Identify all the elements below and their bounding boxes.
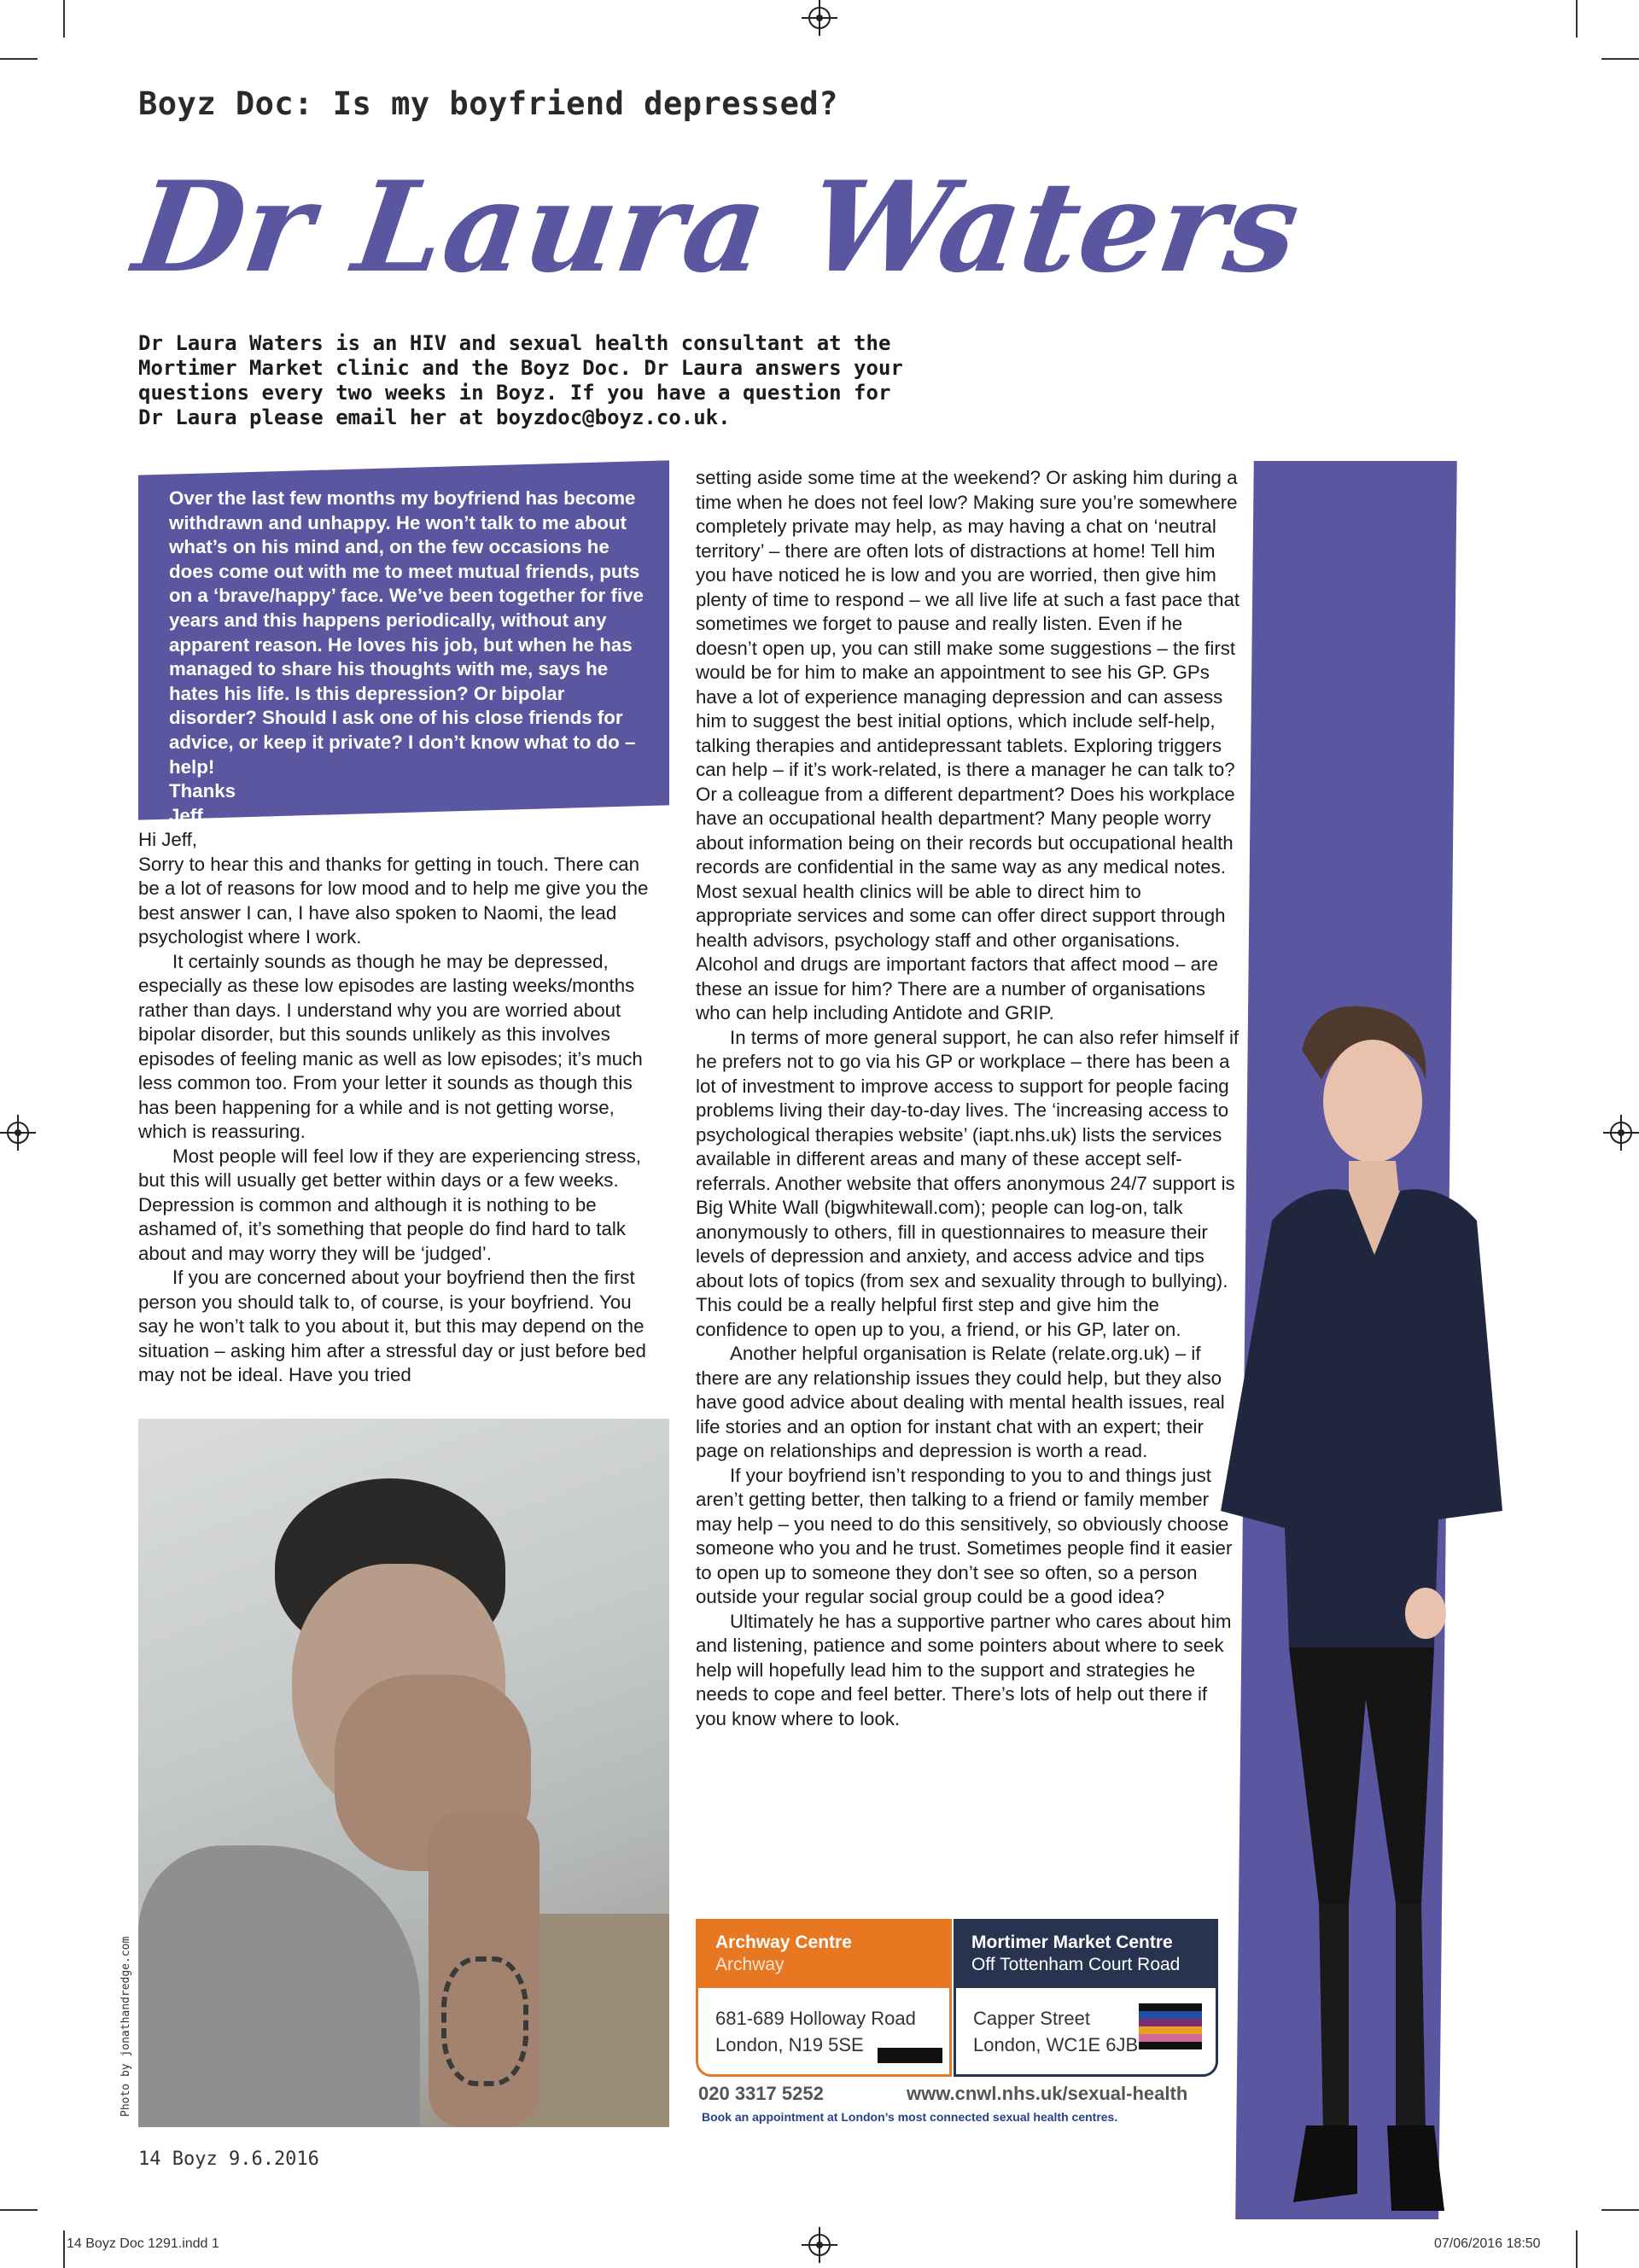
print-slug-date: 07/06/2016 18:50 [1434, 2236, 1541, 2251]
page-folio: 14 Boyz 9.6.2016 [138, 2148, 319, 2170]
answer-paragraph: In terms of more general support, he can also refer himself if he prefers not to go via his GP or workplace – there has been a lot of investment to improve access to support for people facing problems living their day-to-day lives. The ‘increasing access to psychological therapies website’ (iapt.nhs.uk) lists the services available in different areas and many of these accept self-referrals. Another website that offers anonymous 24/7 support is Big White Wall (bigwhitewall.com); people can log-on, talk anonymously to others, fill in questionnaires to measure their levels of depression and anxiety, and access advice and tips about lots of topics (from sex and sexuality through to bullying). This could be a really helpful first step and give him the confidence to open up to you, a friend, or his GP, later on. [696, 1026, 1239, 1340]
answer-paragraph: Ultimately he has a supportive partner who cares about him and listening, patience and some pointers about where to seek help will hopefully lead him to the support and strategies he needs to cope and feel better. There’s lots of help out there if you know where to look. [696, 1610, 1232, 1729]
registration-mark-left [7, 1122, 29, 1144]
crop-mark [63, 0, 65, 38]
answer-column-2 [696, 466, 1242, 1731]
crop-mark [1576, 2230, 1578, 2268]
archway-centre-card [696, 1919, 952, 2077]
dr-laura-waters-photo [1221, 999, 1502, 2228]
print-slug-file: 14 Boyz Doc 1291.indd 1 [67, 2236, 219, 2251]
registration-mark-top [808, 7, 831, 29]
registration-mark-right [1610, 1122, 1632, 1144]
archway-title: Archway Centre [715, 1933, 852, 1952]
clinic-tagline: Book an appointment at London’s most connected sexual health centres. [702, 2110, 1118, 2124]
reader-question [169, 487, 656, 828]
mortimer-title: Mortimer Market Centre [971, 1933, 1173, 1952]
answer-paragraph: It certainly sounds as though he may be depressed, especially as these low episodes are lasting weeks/months rather than days. I understand why you are worried about bipolar disorder, but this sounds unlikely as this involves episodes of feeling manic as well as low episodes; it’s much less common too. From your letter it sounds as though this has been happening for a while and is not getting worse, which is reassuring. [138, 950, 643, 1142]
tube-lines-icon [1139, 2003, 1202, 2049]
columnist-name-title: Dr Laura Waters [126, 155, 1309, 300]
mortimer-subtitle: Off Tottenham Court Road [971, 1955, 1181, 1974]
answer-greeting: Hi Jeff, [138, 829, 197, 850]
crop-mark [1601, 2209, 1639, 2211]
answer-paragraph: If you are concerned about your boyfriend then the first person you should talk to, of course, is your boyfriend. You say he won’t talk to you about it, but this may depend on the situation – asking him after a stressful day or just before bed may not be ideal. Have you tried [138, 1267, 646, 1385]
question-body: Over the last few months my boyfriend has become withdrawn and unhappy. He won’t talk to me about what’s on his mind and, on the few occasions he does come out with me to meet mutual friends, puts on a ‘brave/happy’ face. We’ve been together for five years and this happens periodically, without any apparent reason. He loves his job, but when he has managed to share his thoughts with me, says he hates his life. Is this depression? Or bipolar disorder? Should I ask one of his close friends for advice, or keep it private? I don’t know what to do – help! [169, 487, 644, 778]
crop-mark [0, 2209, 38, 2211]
answer-paragraph: Another helpful organisation is Relate (relate.org.uk) – if there are any relationship issues they could help, but they also have good advice about dealing with mental health issues, real life stories and an option for instant chat with an expert; their page on relationships and depression is worth a read. [696, 1343, 1225, 1461]
nhs-badge-icon [878, 2048, 942, 2063]
answer-paragraph: Sorry to hear this and thanks for getting in touch. There can be a lot of reasons for low mood and to help me give you the best answer I can, I have also spoken to Naomi, the lead psychologist where I work. [138, 853, 649, 947]
registration-mark-bottom [808, 2234, 831, 2256]
article-kicker: Boyz Doc: Is my boyfriend depressed? [138, 85, 838, 122]
intro-paragraph: Dr Laura Waters is an HIV and sexual health consultant at the Mortimer Market clinic and the Boyz Doc. Dr Laura answers your questions every two weeks in Boyz. If you have a question for Dr Laura please email her at boyzdoc@boyz.co.uk. [138, 331, 903, 429]
distressed-man-photo [138, 1419, 669, 2127]
clinic-phone[interactable]: 020 3317 5252 [698, 2083, 824, 2104]
question-thanks: Thanks [169, 780, 236, 802]
answer-paragraph: setting aside some time at the weekend? Or asking him during a time when he does not feel low? Making sure you’re somewhere completely private may help, as may having a chat on ‘neutral territory’ – there are often lots of distractions at home! Tell him you have noticed he is low and you are worried, then give him plenty of time to respond – we all live life at such a fast pace that sometimes we forget to pause and really listen. Even if he doesn’t open up, you can still make some suggestions – the first would be for him to make an appointment to see his GP. GPs have a lot of experience managing depression and can assess him to suggest the best initial options, which include self-help, talking therapies and antidepressant tablets. Exploring triggers can help – if it’s work-related, is there a manager he can talk to? Or a colleague from a different department? Does his workplace have an occupational health department? Many people worry about information being on their records but occupational health records are confidential in the same way as any medical notes. Most sexual health clinics will be able to direct him to appropriate services and some can offer direct support through health advisors, psychology staff and other organisations. Alcohol and drugs are important factors that affect mood – are these an issue for him? There are a number of organisations who can help including Antidote and GRIP. [696, 467, 1240, 1023]
crop-mark [1601, 58, 1639, 60]
answer-column-1 [138, 828, 661, 1388]
mortimer-address: Capper Street London, WC1E 6JB [973, 2008, 1139, 2055]
answer-paragraph: If your boyfriend isn’t responding to you to and things just aren’t getting better, then talking to a friend or family member may help – you need to do this sensitively, so obviously choose someone who you and he trust. Sometimes people find it easier to open up to someone they don’t see so often, so a person outside your regular social group could be a good idea? [696, 1464, 1233, 1607]
question-signoff: Jeff [169, 804, 203, 826]
photo-credit: Photo by jonathandredge.com [120, 1936, 132, 2117]
answer-paragraph: Most people will feel low if they are experiencing stress, but this will usually get better within days or a few weeks. Depression is common and although it is nothing to be ashamed of, it’s something that people do find hard to talk about and may worry they will be ‘judged’. [138, 1145, 642, 1264]
crop-mark [63, 2230, 65, 2268]
archway-subtitle: Archway [715, 1955, 785, 1974]
clinic-website-link[interactable]: www.cnwl.nhs.uk/sexual-health [907, 2083, 1188, 2104]
clinic-advert [696, 1919, 1218, 2077]
archway-address: 681-689 Holloway Road London, N19 5SE [715, 2008, 916, 2055]
crop-mark [0, 58, 38, 60]
crop-mark [1576, 0, 1578, 38]
mortimer-market-card [954, 1919, 1218, 2077]
